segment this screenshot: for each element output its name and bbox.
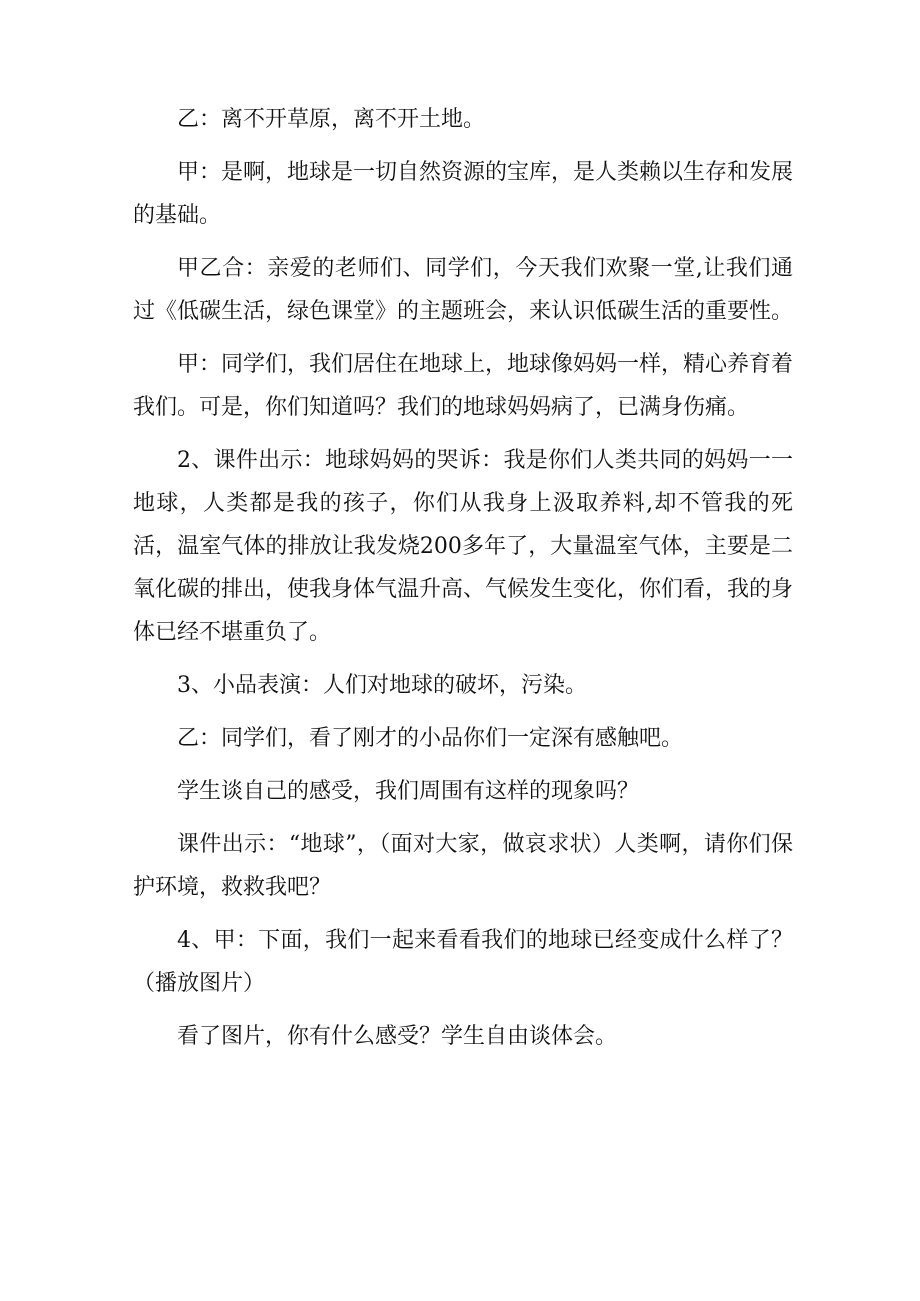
paragraph: 乙：离不开草原，离不开土地。	[177, 107, 486, 132]
paragraph: 甲：同学们，我们居住在地球上，地球像妈妈一样，精心养育着我们。可是，你们知道吗？我们的地球妈妈病了，已满身伤痛。	[133, 352, 794, 420]
paragraph: 2、课件出示：地球妈妈的哭诉：我是你们人类共同的妈妈一一地球，人类都是我的孩子，你们从我身上汲取养料,却不管我的死活，温室气体的排放让我发烧200多年了，大量温室气体，主要是二氧化碳的排出，使我身体气温升高、气候发生变化，你们看，我的身体已经不堪重负了。	[133, 448, 794, 645]
paragraph: 4、甲：下面，我们一起来看看我们的地球已经变成什么样了？（播放图片）	[133, 928, 793, 996]
paragraph: 看了图片，你有什么感受？学生自由谈体会。	[177, 1024, 618, 1049]
document-body	[133, 98, 793, 1068]
paragraph: 学生谈自己的感受，我们周围有这样的现象吗？	[177, 779, 640, 804]
paragraph: 课件出示：“地球”，（面对大家，做哀求状）人类啊，请你们保护环境，救救我吧？	[133, 832, 793, 900]
paragraph: 乙：同学们，看了刚才的小品你们一定深有感触吧。	[177, 726, 684, 751]
paragraph: 甲乙合：亲爱的老师们、同学们，今天我们欢聚一堂,让我们通过《低碳生活，绿色课堂》的主题班会，来认识低碳生活的重要性。	[133, 256, 794, 324]
paragraph: 3、小品表演：人们对地球的破坏，污染。	[177, 673, 587, 698]
paragraph: 甲：是啊，地球是一切自然资源的宝库，是人类赖以生存和发展的基础。	[133, 160, 794, 228]
